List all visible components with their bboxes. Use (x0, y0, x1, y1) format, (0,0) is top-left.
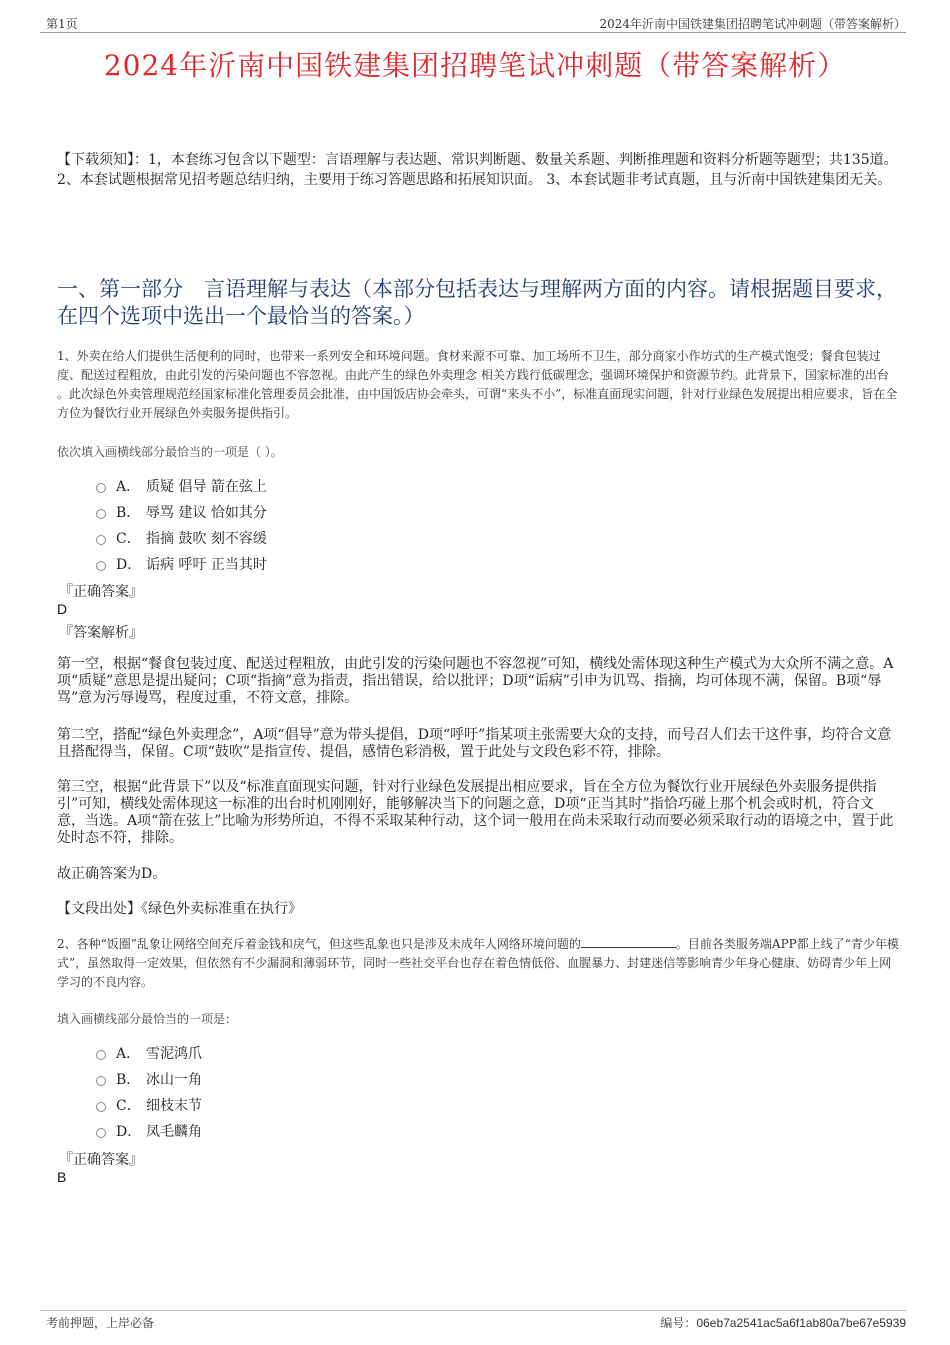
option-label: B． (116, 1072, 141, 1088)
option-label: B． (116, 505, 141, 521)
question-2-options (96, 1040, 202, 1144)
code-value: 06eb7a2541ac5a6f1ab80a7be67e5939 (696, 1316, 906, 1330)
option-a[interactable] (96, 473, 267, 499)
question-1-prompt: 依次填入画横线部分最恰当的一项是（ ）。 (57, 445, 283, 459)
option-d[interactable] (96, 551, 267, 577)
radio-icon[interactable] (96, 1076, 106, 1086)
question-1-text: 1、外卖在给人们提供生活便利的同时，也带来一系列安全和环境问题。食材来源不可靠、加工场所不卫生，部分商家小作坊式的生产模式饱受；餐食包装过度、配送过程粗放，由此引发的污染问题也不容忽视。由此产生的绿色外卖理念 相关方践行低碳理念，强调环境保护和资源节约。此背景下，国家标准的出台 。此次绿色外卖管理规范经国家标准化管理委员会批准，由中国饭店协会牵头，可谓“来头不小”，标准直面现实问题，针对行业绿色发展提出相应要求，旨在全方位为餐饮行业开展绿色外卖服务提供指引。 (57, 349, 898, 420)
option-d[interactable] (96, 1118, 202, 1144)
option-label: A． (116, 1046, 141, 1062)
question-1-options (96, 473, 267, 577)
correct-answer-tag: 『正确答案』 (59, 584, 143, 600)
radio-icon[interactable] (96, 1102, 106, 1112)
page-footer (40, 1310, 906, 1331)
option-label: C． (116, 1098, 141, 1114)
page-header (40, 14, 906, 33)
option-c[interactable] (96, 525, 267, 551)
question-2-text (57, 935, 902, 992)
section-heading: 一、第一部分 言语理解与表达（本部分包括表达与理解两方面的内容。请根据题目要求，在四个选项中选出一个最恰当的答案。） (57, 277, 897, 328)
source-citation: 【文段出处】《绿色外卖标准重在执行》 (57, 901, 302, 917)
analysis-paragraph-1: 第一空，根据“餐食包装过度、配送过程粗放，由此引发的污染问题也不容忽视”可知，横线处需体现这种生产模式为大众所不满之意。A项“质疑”意思是提出疑问；C项“指摘”意为指责，指出错误，给以批评；D项“诟病”引申为讥骂、指摘，均可体现不满，保留。B项“辱骂”意为污辱谩骂，程度过重，不符文意，排除。 (57, 656, 894, 706)
page-number: 第1页 (46, 17, 78, 31)
footer-slogan: 考前押题，上岸必备 (46, 1316, 155, 1330)
correct-answer-tag: 『正确答案』 (59, 1152, 143, 1168)
radio-icon[interactable] (96, 1128, 106, 1138)
option-text: 质疑 倡导 箭在弦上 (146, 479, 267, 495)
question-2-text-before: 2、各种“饭圈”乱象让网络空间充斥着金钱和戾气，但这些乱象也只是涉及未成年人网络环境问题的 (57, 937, 581, 951)
code-label: 编号： (660, 1316, 697, 1330)
option-label: D． (116, 1124, 142, 1140)
analysis-paragraph-3: 第三空，根据“此背景下”以及“标准直面现实问题，针对行业绿色发展提出相应要求，旨在全方位为餐饮行业开展绿色外卖服务提供指引”可知，横线处需体现这一标准的出台时机刚刚好，能够解决当下的问题之意，D项“正当其时”指恰巧碰上那个机会或时机，符合文意，当选。A项“箭在弦上”比喻为形势所迫，不得不采取某种行动，这个词一般用在尚未采取行动而要必须采取行动的语境之中，置于此处时态不符，排除。 (57, 779, 894, 846)
option-c[interactable] (96, 1092, 202, 1118)
analysis-tag: 『答案解析』 (59, 625, 143, 641)
option-text: 诟病 呼吁 正当其时 (146, 557, 267, 573)
option-text: 辱骂 建议 恰如其分 (146, 505, 267, 521)
radio-icon[interactable] (96, 535, 106, 545)
option-a[interactable] (96, 1040, 202, 1066)
footer-code (660, 1314, 906, 1331)
correct-answer: D (57, 601, 68, 617)
option-text: 冰山一角 (146, 1072, 202, 1088)
option-label: D． (116, 557, 142, 573)
radio-icon[interactable] (96, 561, 106, 571)
analysis-paragraph-2: 第二空，搭配“绿色外卖理念”，A项“倡导”意为带头提倡，D项“呼吁”指某项主张需要大众的支持，而号召人们去干这件事，均符合文意且搭配得当，保留。C项“鼓吹”是指宣传、提倡，感情色彩消极，置于此处与文段色彩不符，排除。 (57, 727, 892, 760)
radio-icon[interactable] (96, 1050, 106, 1060)
correct-answer: B (57, 1169, 67, 1185)
option-b[interactable] (96, 499, 267, 525)
question-2-prompt: 填入画横线部分最恰当的一项是： (57, 1012, 238, 1026)
option-label: A． (116, 479, 141, 495)
option-text: 凤毛麟角 (146, 1124, 202, 1140)
download-notice: 【下载须知】：1，本套练习包含以下题型：言语理解与表达题、常识判断题、数量关系题、判断推理题和资料分析题等题型；共135道。 2、本套试题根据常见招考题总结归纳，主要用于练习答题思路和拓展知识面。 3、本套试题非考试真题，且与沂南中国铁建集团无关。 (57, 152, 898, 188)
radio-icon[interactable] (96, 509, 106, 519)
option-text: 细枝末节 (146, 1098, 202, 1114)
option-b[interactable] (96, 1066, 202, 1092)
question-2-text-after: 。目前各类服务端APP都上线了“青少年模式”，虽然取得一定效果，但依然有不少漏洞和薄弱环节，同时一些社交平台也存在着色情低俗、血腥暴力、封建迷信等影响青少年身心健康、妨碍青少年上网学习的不良内容。 (57, 937, 899, 989)
fill-blank (581, 936, 676, 948)
header-doc-title: 2024年沂南中国铁建集团招聘笔试冲刺题（带答案解析） (599, 17, 906, 31)
analysis-conclusion: 故正确答案为D。 (57, 866, 167, 882)
option-text: 指摘 鼓吹 刻不容缓 (146, 531, 267, 547)
radio-icon[interactable] (96, 483, 106, 493)
document-title: 2024年沂南中国铁建集团招聘笔试冲刺题（带答案解析） (103, 49, 847, 82)
option-text: 雪泥鸿爪 (146, 1046, 202, 1062)
option-label: C． (116, 531, 141, 547)
